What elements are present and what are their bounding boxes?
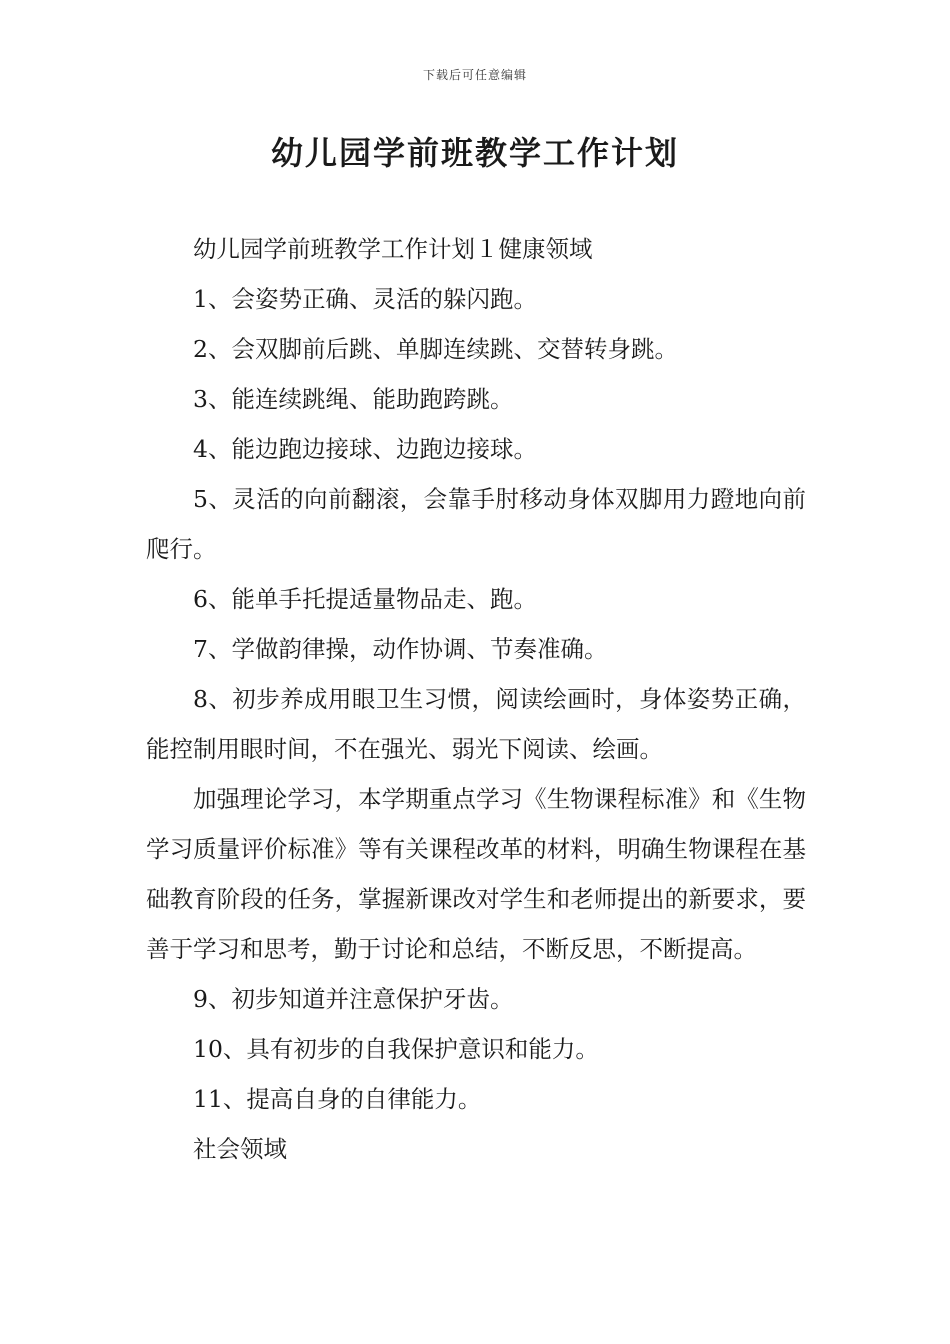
paragraph-theory-study: 加强理论学习，本学期重点学习《生物课程标准》和《生物学习质量评价标准》等有关课程改革的材料，明确生物课程在基础教育阶段的任务，掌握新课改对学生和老师提出的新要求，要善于学习和思考，勤于讨论和总结，不断反思，不断提高。 [146,785,806,963]
paragraph-item-8: 8、初步养成用眼卫生习惯，阅读绘画时，身体姿势正确，能控制用眼时间，不在强光、弱光下阅读、绘画。 [146,685,806,763]
paragraph-section-heading-health: 幼儿园学前班教学工作计划１健康领域 [193,235,593,263]
paragraph-item-4: 4、能边跑边接球、边跑边接球。 [193,435,537,463]
paragraph-item-5: 5、灵活的向前翻滚，会靠手肘移动身体双脚用力蹬地向前爬行。 [146,485,806,563]
paragraph-item-3: 3、能连续跳绳、能助跑跨跳。 [193,385,514,413]
paragraph-item-9: 9、初步知道并注意保护牙齿。 [193,985,514,1013]
paragraph-item-1: 1、会姿势正确、灵活的躲闪跑。 [193,285,537,313]
paragraph-item-6: 6、能单手托提适量物品走、跑。 [193,585,537,613]
paragraph-item-7: 7、学做韵律操，动作协调、节奏准确。 [193,635,608,663]
paragraph-section-heading-social: 社会领域 [193,1135,287,1163]
paragraph-item-2: 2、会双脚前后跳、单脚连续跳、交替转身跳。 [193,335,678,363]
paragraph-item-11: 11、提高自身的自律能力。 [193,1085,482,1113]
paragraph-item-10: 10、具有初步的自我保护意识和能力。 [193,1035,599,1063]
header-note: 下载后可任意编辑 [422,68,527,82]
document-title: 幼儿园学前班教学工作计划 [270,134,679,172]
document-body [146,224,806,1174]
